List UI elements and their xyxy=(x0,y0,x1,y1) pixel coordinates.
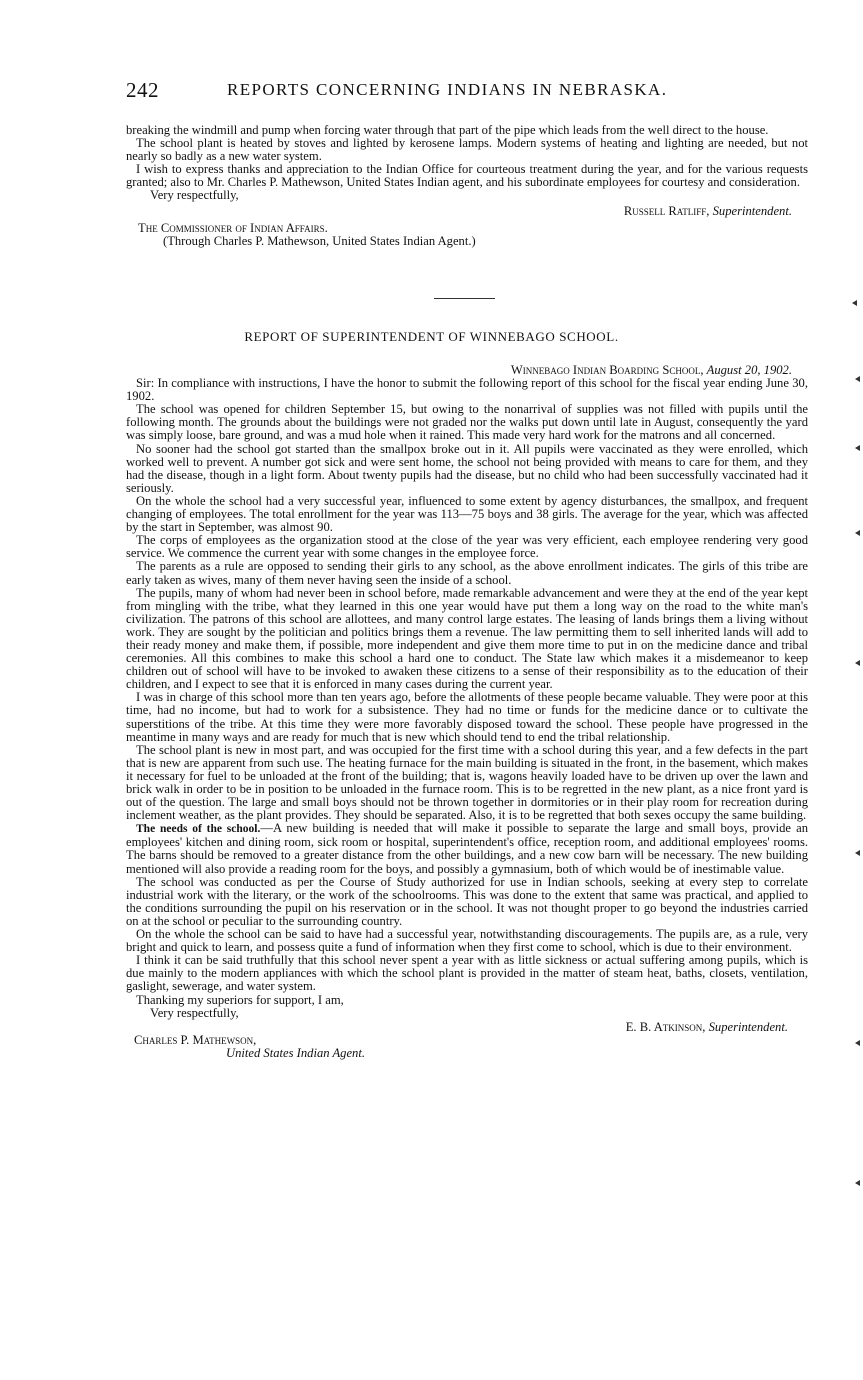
closing: Very respectfully, xyxy=(150,1005,239,1020)
margin-mark xyxy=(855,376,860,382)
paragraph: The parents as a rule are opposed to sending their girls to any school, as the above enrollment indicates. The girls of this tribe are early taken as wives, many of them never having seen the inside of a school. xyxy=(126,559,808,587)
paragraph: breaking the windmill and pump when forcing water through that part of the pipe which leads from the well direct to the house. xyxy=(126,123,769,137)
needs-heading: The needs of the school. xyxy=(136,823,261,836)
paragraph: Sir: In compliance with instructions, I have the honor to submit the following report of this school for the fiscal year ending June 30, 1902. xyxy=(126,376,808,404)
paragraph: The corps of employees as the organization stood at the close of the year was very efficient, each employee rendering very good service. We commence the current year with some changes in the employee force. xyxy=(126,533,808,561)
margin-mark xyxy=(852,300,857,306)
closing: Very respectfully, xyxy=(150,188,239,203)
addressee-title: United States Indian Agent. xyxy=(226,1045,365,1060)
needs-text: —A new building is needed that will make it possible to separate the large and small boys, provide an employees' kitchen and dining room, sick room or hospital, superintendent's office, reception room, and additional employees' rooms. The barns should be removed to a greater distance from the other buildings, and a new cow barn will be necessary. The new building mentioned will also provide a reading room for the boys, and possibly a gymnasium, both of which would be of inestimable value. xyxy=(126,821,808,876)
signature xyxy=(126,205,792,218)
signature-title: Superintendent. xyxy=(708,1019,788,1034)
second-report-body xyxy=(126,364,808,1060)
paragraph: The school was opened for children September 15, but owing to the nonarrival of supplies was not filled with pupils until the following month. The grounds about the buildings were not graded nor the walks put down until late in August, consequently the yard was simply loose, bare ground, and was a mud hole when it rained. This made very hard work for the matrons and all concerned. xyxy=(126,402,808,443)
paragraph: I think it can be said truthfully that this school never spent a year with as little sickness or actual suffering among pupils, which is due mainly to the modern appliances with which the school plant is provided in the matter of steam heat, baths, closets, ventilation, gaslight, sewerage, and water system. xyxy=(126,953,808,994)
margin-mark xyxy=(855,660,860,666)
first-report-body xyxy=(126,124,808,248)
signature-name: E. B. Atkinson, xyxy=(625,1019,706,1034)
report-title: REPORT OF SUPERINTENDENT OF WINNEBAGO SCHOOL. xyxy=(244,329,619,344)
paragraph: The school was conducted as per the Course of Study authorized for use in Indian schools, seeking at every step to correlate industrial work with the literary, or the work of the schoolrooms. This was done to the extent that same was practical, and applied to the conditions surrounding the pupil on his reservation or in the school. It was not thought proper to go beyond the industries carried on at the school or peculiar to the surrounding country. xyxy=(126,874,808,928)
dateline-place: Winnebago Indian Boarding School, xyxy=(510,363,704,377)
margin-mark xyxy=(855,850,860,856)
margin-mark xyxy=(855,1040,860,1046)
paragraph: The school plant is heated by stoves and lighted by kerosene lamps. Modern systems of heating and lighting are needed, but not nearly so badly as a new water system. xyxy=(126,136,808,164)
margin-mark xyxy=(855,1180,860,1186)
paragraph: Thanking my superiors for support, I am, xyxy=(136,992,344,1007)
paragraph: No sooner had the school got started than the smallpox broke out in it. All pupils were vaccinated as they were enrolled, which worked well to prevent. A number got sick and were sent home, the school not being provided with means to care for them, and they had the disease, though in a light form. About twenty pupils had the disease, but no child who had been successfully vaccinated had it seriously. xyxy=(126,441,808,495)
addressee: Charles P. Mathewson, xyxy=(134,1032,257,1047)
paragraph: I was in charge of this school more than ten years ago, before the allotments of these people became valuable. They were poor at this time, had no income, but had to work for a subsistence. They had no time or funds for the medicine dance or to cultivate the superstitions of the tribe. At this time they were more favorably disposed toward the school. These people have progressed in the meantime in many ways and are ready for much that is new which should tend to end the tribal relationship. xyxy=(126,690,808,744)
page-number: 242 xyxy=(126,78,159,102)
paragraph: The pupils, many of whom had never been in school before, made remarkable advancement and were they at the end of the year kept from mingling with the tribe, what they learned in this one year would have put them a long way on the road to the white man's civilization. The patrons of this school are allottees, and many control large estates. The leasing of lands brings them a living without work. They are sought by the politician and politics brings them a revenue. The law permitting them to sell inherited lands will add to their ready money and make them, if possible, more independent and give them more time to put in on the medicine dance and tribal ceremonies. All this combines to make this school a hard one to conduct. The State law which makes it a misdemeanor to keep children out of school will have to be invoked to awaken these citizens to a sense of their responsibility as to the education of their children, and I expect to see that it is enforced in many cases during the current year. xyxy=(126,585,808,692)
paragraph: The school plant is new in most part, and was occupied for the first time with a school during this year, and a few defects in the part that is new are apparent from such use. The heating furnace for the main building is situated in the front, in the basement, which makes it necessary for fuel to be unloaded at the front of the building; that is, wagons heavily loaded have to be driven up over the lawn and brick walk in order to be in position to be unloaded in the furnace room. This is to be regretted in the new plant, as a nice front yard is out of the question. The large and small boys should not be thrown together in dormitories or in their play room for recreation during inclement weather, as the plant provides. They should be separated. Also, it is to be regretted that both sexes occupy the same building. xyxy=(126,742,808,823)
addressee-note: (Through Charles P. Mathewson, United States Indian Agent.) xyxy=(163,233,476,248)
signature xyxy=(126,1021,788,1034)
section-divider xyxy=(434,298,495,299)
signature-name: Russell Ratliff, xyxy=(623,203,710,218)
addressee: The Commissioner of Indian Affairs. xyxy=(138,220,328,235)
paragraph: On the whole the school had a very successful year, influenced to some extent by agency disturbances, the smallpox, and frequent changing of employees. The total enrollment for the year was 113—75 boys and 38 girls. The average for the year, which was affected by the start in September, was almost 90. xyxy=(126,493,808,535)
paragraph: I wish to express thanks and appreciation to the Indian Office for courteous treatment during the year, and for the various requests granted; also to Mr. Charles P. Mathewson, United States Indian agent, and his subordinate employees for courtesy and consideration. xyxy=(126,162,808,190)
page-header xyxy=(126,78,806,104)
signature-title: Superintendent. xyxy=(712,203,792,218)
needs-paragraph xyxy=(126,822,808,875)
running-head: REPORTS CONCERNING INDIANS IN NEBRASKA. xyxy=(227,80,668,99)
margin-mark xyxy=(855,445,860,451)
dateline-date: August 20, 1902. xyxy=(706,363,792,377)
paragraph: On the whole the school can be said to have had a successful year, notwithstanding discouragements. The pupils are, as a rule, very bright and quick to learn, and possess quite a fund of information when they first come to school, which is due to their environment. xyxy=(126,927,808,955)
margin-mark xyxy=(855,530,860,536)
